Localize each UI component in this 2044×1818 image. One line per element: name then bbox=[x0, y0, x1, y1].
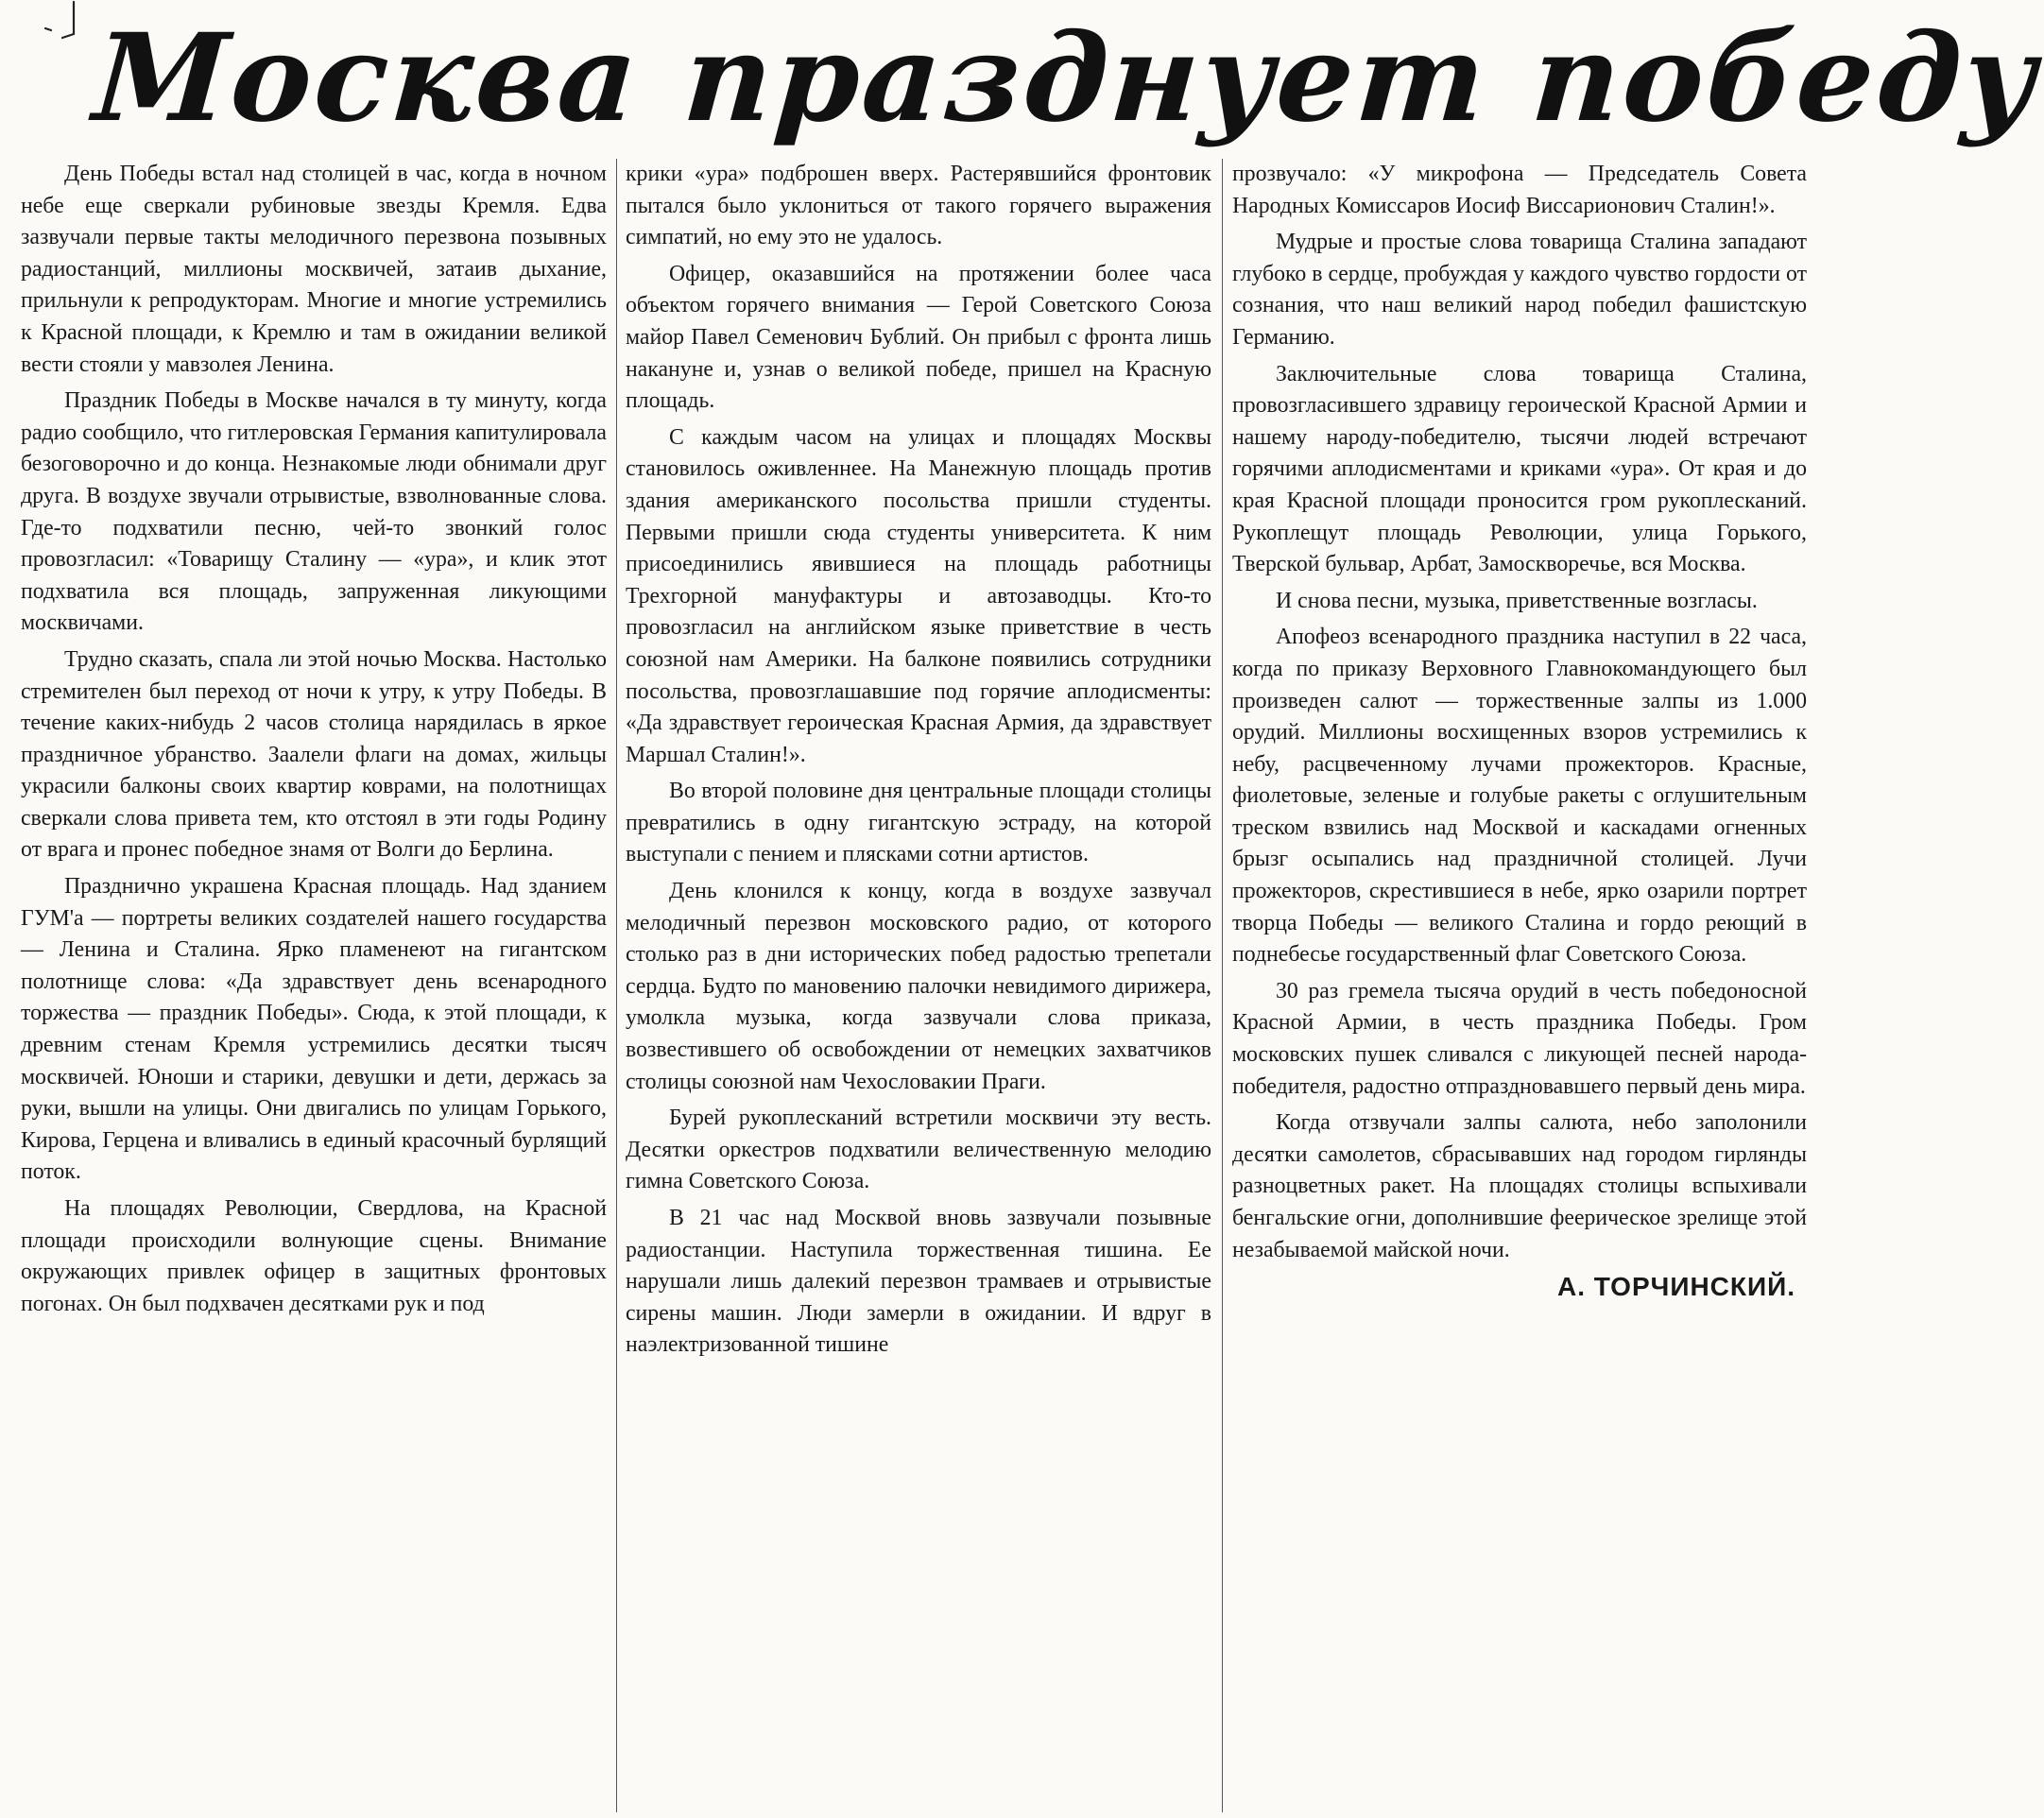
article-column-2 bbox=[626, 159, 1211, 1812]
corner-pen-mark bbox=[38, 0, 94, 57]
paragraph: День Победы встал над столицей в час, когда в ночном небе еще сверкали рубиновые звезды Кремля. Едва зазвучали первые такты мелодичного перезвона позывных радиостанций, миллионы москвичей, затаив дыхание, прильнули к репродукторам. Многие и многие устремились к Красной площади, к Кремлю и там в ожидании великой вести стояли у мавзолея Ленина. bbox=[21, 162, 607, 377]
column-divider bbox=[1222, 159, 1223, 1812]
paragraph: Заключительные слова товарища Сталина, провозгласившего здравицу героической Красной Армии и нашему народу-победителю, тысячи людей встречают горячими аплодисментами и криками «ура». От края и до края Красной площади проносится гром рукоплесканий. Рукоплещут площадь Революции, улица Горького, Тверской бульвар, Арбат, Замоскворечье, вся Москва. bbox=[1232, 361, 1807, 577]
paragraph: Офицер, оказавшийся на протяжении более часа объектом горячего внимания — Герой Советского Союза майор Павел Семенович Бублий. Он прибыл с фронта лишь накануне и, узнав о великой победе, пришел на Красную площадь. bbox=[626, 261, 1211, 414]
paragraph: Апофеоз всенародного праздника наступил в 22 часа, когда по приказу Верховного Главнокомандующего был произведен салют — торжественные залпы из 1.000 орудий. Миллионы восхищенных взоров устремились к небу, расцвеченному лучами прожекторов. Красные, фиолетовые, зеленые и голубые ракеты с оглушительным треском взвились над Москвой и каскадами огненных брызг осыпались над праздничной столицей. Лучи прожекторов, скрестившиеся в небе, ярко озарили портрет творца Победы — великого Сталина и гордо реющий в поднебесье государственный флаг Советского Союза. bbox=[1232, 625, 1807, 968]
paragraph: Бурей рукоплесканий встретили москвичи эту весть. Десятки оркестров подхватили величественную мелодию гимна Советского Союза. bbox=[626, 1106, 1211, 1194]
paragraph: День клонился к концу, когда в воздухе зазвучал мелодичный перезвон московского радио, от которого столько раз в дни исторических побед радостью трепетали сердца. Будто по мановению палочки невидимого дирижера, умолкла музыка, когда зазвучали слова приказа, возвестившего об освобождении от немецких захватчиков столицы союзной нам Чехословакии Праги. bbox=[626, 879, 1211, 1094]
paragraph: Во второй половине дня центральные площади столицы превратились в одну гигантскую эстраду, на которой выступали с пением и плясками сотни артистов. bbox=[626, 779, 1211, 867]
article-column-1 bbox=[21, 159, 607, 1812]
paragraph: На площадях Революции, Свердлова, на Красной площади происходили волнующие сцены. Внимание окружающих привлек офицер в защитных фронтовых погонах. Он был подхвачен десятками рук и под bbox=[21, 1196, 607, 1316]
article-headline: Москва празднует победу bbox=[89, 8, 2044, 149]
author-signature: А. ТОРЧИНСКИЙ. bbox=[1557, 1272, 1795, 1302]
paragraph: С каждым часом на улицах и площадях Москвы становилось оживленнее. На Манежную площадь против здания американского посольства пришли студенты. Первыми пришли сюда студенты университета. К ним присоединились явившиеся на площадь работницы Трехгорной мануфактуры и автозаводцы. Кто-то провозгласил на английском языке приветствие в честь союзной нам Америки. На балконе появились сотрудники посольства, провозглашавшие под горячие аплодисменты: «Да здравствует героическая Красная Армия, да здравствует Маршал Сталин!». bbox=[626, 424, 1211, 767]
column-divider bbox=[616, 159, 617, 1812]
paragraph: прозвучало: «У микрофона — Председатель Совета Народных Комиссаров Иосиф Виссарионович Сталин!». bbox=[1232, 162, 1807, 218]
paragraph: Трудно сказать, спала ли этой ночью Москва. Настолько стремителен был переход от ночи к утру, к утру Победы. В течение каких-нибудь 2 часов столица нарядилась в яркое праздничное убранство. Заалели флаги на домах, жильцы украсили балконы своих квартир коврами, на полотнищах сверкали слова привета тем, кто отстоял в эти годы Родину от врага и пронес победное знамя от Волги до Берлина. bbox=[21, 646, 607, 863]
paragraph: Праздник Победы в Москве начался в ту минуту, когда радио сообщило, что гитлеровская Германия капитулировала безоговорочно и до конца. Незнакомые люди обнимали друг друга. В воздухе звучали отрывистые, взволнованные слова. Где-то подхватили песню, чей-то звонкий голос провозгласил: «Товарищу Сталину — «ура», и клик этот подхватила вся площадь, запруженная ликующими москвичами. bbox=[21, 388, 607, 636]
paragraph: И снова песни, музыка, приветственные возгласы. bbox=[1276, 588, 1758, 613]
article-column-3 bbox=[1232, 159, 1807, 1812]
paragraph: Празднично украшена Красная площадь. Над зданием ГУМ'а — портреты великих создателей нашего государства — Ленина и Сталина. Ярко пламенеют на гигантском полотнище слова: «Да здравствует день всенародного торжества — праздник Победы». Сюда, к этой площади, к древним стенам Кремля устремились десятки тысяч москвичей. Юноши и старики, девушки и дети, держась за руки, вышли на улицы. Они двигались по улицам Горького, Кирова, Герцена и вливались в единый красочный бурлящий поток. bbox=[21, 874, 607, 1185]
paragraph: Мудрые и простые слова товарища Сталина западают глубоко в сердце, пробуждая у каждого чувство гордости от сознания, что наш великий народ победил фашистскую Германию. bbox=[1232, 230, 1807, 350]
paragraph: крики «ура» подброшен вверх. Растерявшийся фронтовик пытался было уклониться от такого горячего выражения симпатий, но ему это не удалось. bbox=[626, 162, 1211, 250]
paragraph: 30 раз гремела тысяча орудий в честь победоносной Красной Армии, в честь праздника Победы. Гром московских пушек сливался с ликующей песней народа-победителя, радостно отпраздновавшего первый день мира. bbox=[1232, 978, 1807, 1099]
paragraph: Когда отзвучали залпы салюта, небо заполонили десятки самолетов, сбрасывавших над городом гирлянды разноцветных ракет. На площадях столицы вспыхивали бенгальские огни, дополнившие феерическое зрелище этой незабываемой майской ночи. bbox=[1232, 1110, 1807, 1262]
paragraph: В 21 час над Москвой вновь зазвучали позывные радиостанции. Наступила торжественная тишина. Ее нарушали лишь далекий перезвон трамваев и отрывистые сирены машин. Люди замерли в ожидании. И вдруг в наэлектризованной тишине bbox=[626, 1206, 1211, 1358]
article-body bbox=[21, 159, 1807, 1812]
